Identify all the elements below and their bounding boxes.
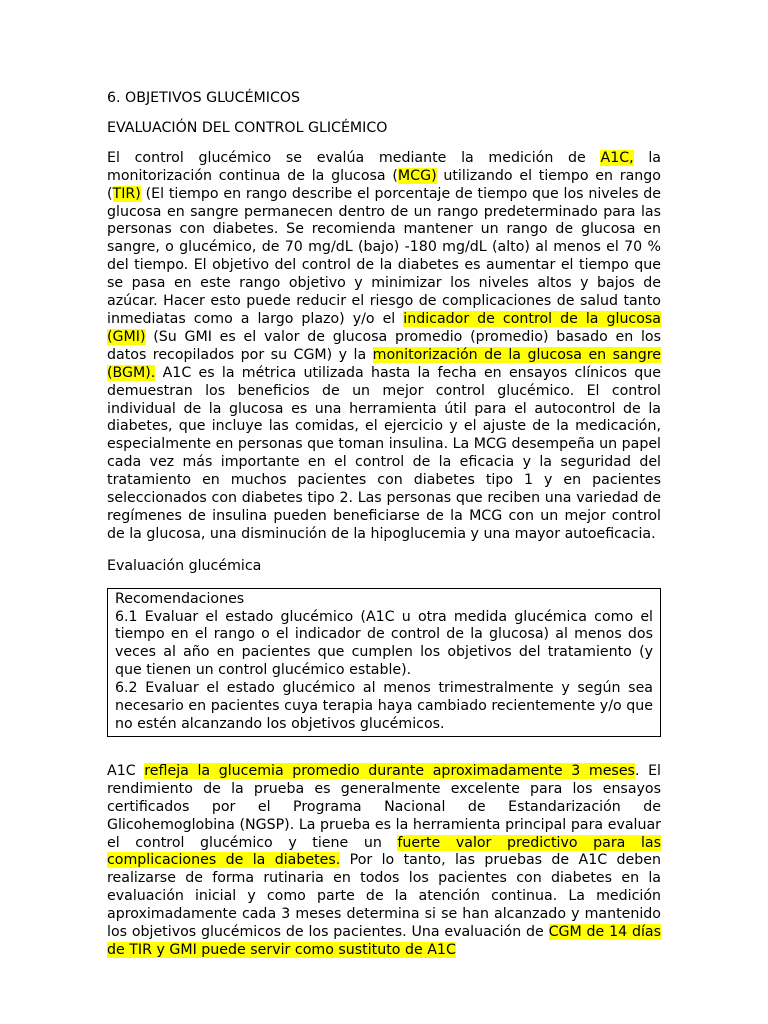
paragraph-text: A1C — [107, 762, 145, 779]
recommendations-title: Recomendaciones — [115, 590, 245, 607]
recommendations-box — [107, 588, 661, 737]
highlight-a1c: A1C, — [600, 149, 634, 166]
paragraph-text: A1C es la métrica utilizada hasta la fecha en ensayos clínicos que demuestran los beneficios de un mejor control glucémico. El control individual de la glucosa es una herramienta útil para el autocontrol de la diabetes, que incluye las comidas, el ejercicio y el ajuste de la medicación, especialmente en personas que toman insulina. La MCG desempeña un papel cada vez más importante en el control de la eficacia y la seguridad del tratamiento en muchos pacientes con diabetes tipo 1 y en pacientes seleccionados con diabetes tipo 2. Las personas que reciben una variedad de regímenes de insulina pueden beneficiarse de la MCG con un mejor control de la glucosa, una disminución de la hipoglucemia y una mayor autoeficacia. — [107, 364, 661, 542]
paragraph-text: (El tiempo en rango describe el porcentaje de tiempo que los niveles de glucosa en sangre permanecen dentro de un rango predeterminado para las personas con diabetes. Se recomienda mantener un rango de glucosa en sangre, o glucémico, de 70 mg/dL (bajo) -180 mg/dL (alto) al menos el 70 % del tiempo. El objetivo del control de la diabetes es aumentar el tiempo que se pasa en este rango objetivo y minimizar los niveles altos y bajos de azúcar. Hacer esto puede reducir el riesgo de complicaciones de salud tanto inmediatas como a largo plazo) y/o el — [107, 185, 661, 327]
paragraph-text: El control glucémico se evalúa mediante la medición de — [107, 149, 601, 166]
paragraph-text: la monitorización continua de la glucosa ( — [107, 149, 661, 184]
recommendation-item: 6.1 Evaluar el estado glucémico (A1C u otra medida glucémica como el tiempo en el rango o el indicador de control de la glucosa) al menos dos veces al año en pacientes que cumplen los objetivos del tratamiento (y que tienen un control glucémico estable). — [115, 608, 653, 679]
highlight-a1c-average: refleja la glucemia promedio durante aproximadamente 3 meses — [144, 762, 635, 779]
recommendation-item: 6.2 Evaluar el estado glucémico al menos trimestralmente y según sea necesario en pacientes cuya terapia haya cambiado recientemente y/o que no estén alcanzando los objetivos glucémicos. — [115, 680, 653, 732]
highlight-predictive-value: fuerte valor predictivo para las complicaciones de la diabetes. — [107, 834, 661, 869]
section-title: 6. OBJETIVOS GLUCÉMICOS — [107, 90, 301, 106]
highlight-bgm: monitorización de la glucosa en sangre (BGM). — [107, 346, 661, 381]
highlight-cgm-substitute: CGM de 14 días de TIR y GMI puede servir como sustituto de A1C — [107, 924, 661, 958]
paragraph-glycemic-control — [107, 150, 661, 544]
paragraph-text: Por lo tanto, las pruebas de A1C deben realizarse de forma rutinaria en todos los pacientes con diabetes en la evaluación inicial y como parte de la atención continua. La medición aproximadamente cada 3 meses determina si se han alcanzado y mantenido los objetivos glucémicos de los pacientes. Una evaluación de — [107, 852, 662, 941]
paragraph-text: utilizando el tiempo en rango ( — [107, 167, 661, 202]
paragraph-text: . El rendimiento de la prueba es generalmente excelente para los ensayos certificados por el Programa Nacional de Estandarización de Glicohemoglobina (NGSP). La prueba es la herramienta principal para evaluar el control glucémico y tiene un — [107, 762, 662, 851]
paragraph-text: (Su GMI es el valor de glucosa promedio (promedio) basado en los datos recopilados por su CGM) y la — [107, 328, 661, 363]
evaluation-heading: Evaluación glucémica — [107, 557, 262, 574]
subsection-title: EVALUACIÓN DEL CONTROL GLICÉMICO — [107, 119, 388, 136]
paragraph-a1c — [107, 763, 661, 960]
highlight-tir: TIR) — [112, 185, 141, 202]
highlight-gmi: indicador de control de la glucosa (GMI) — [107, 310, 661, 345]
highlight-mcg: MCG) — [397, 167, 437, 184]
